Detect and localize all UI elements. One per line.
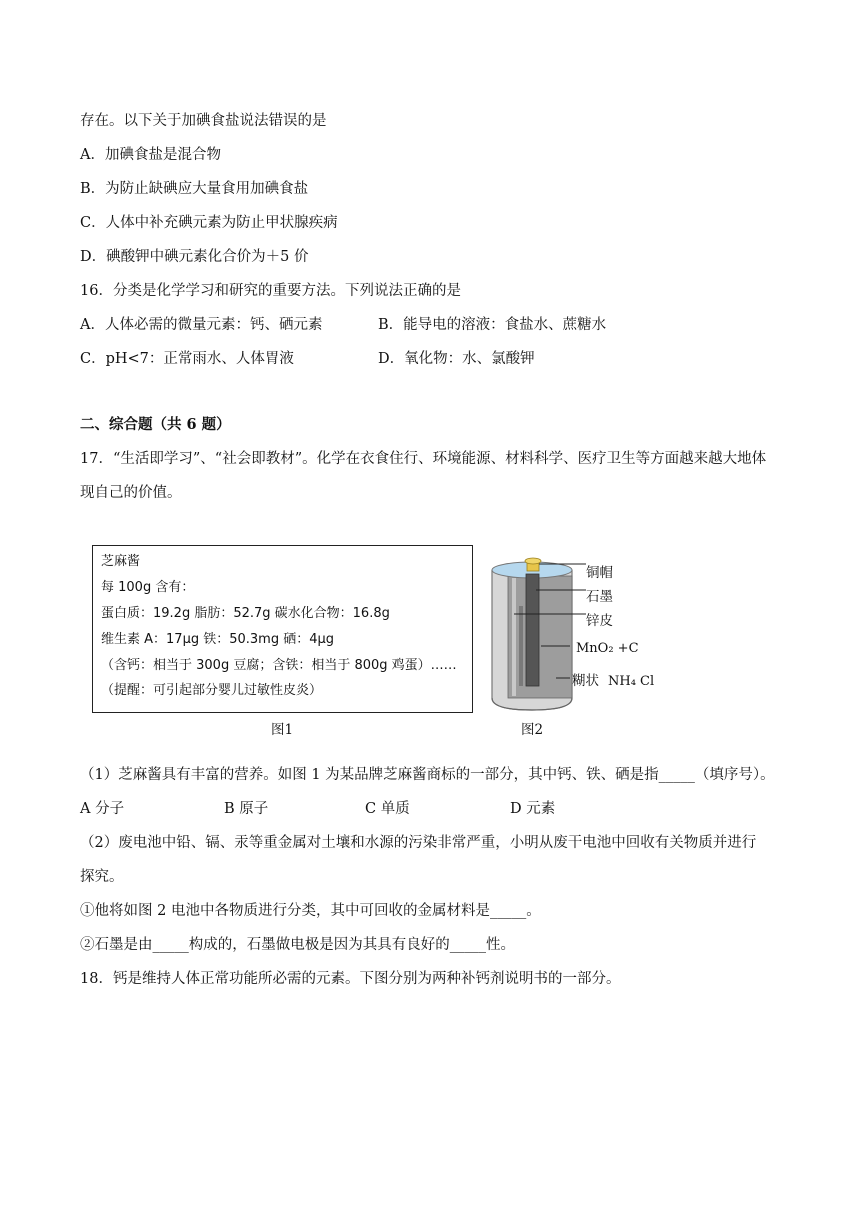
graphite-rod (526, 574, 539, 686)
label-line-2: 蛋白质：19.2g 脂肪：52.7g 碳水化合物：16.8g (101, 606, 390, 621)
q15-option-a: A．加碘食盐是混合物 (80, 147, 221, 163)
label-zinc: 锌皮 (586, 613, 613, 629)
label-nh4cl-prefix: 糊状 (572, 673, 599, 689)
label-title: 芝麻酱 (101, 554, 141, 569)
nutrition-label-box (92, 545, 473, 713)
section-title: 二、综合题（共 6 题） (80, 416, 231, 433)
battery-diagram (486, 548, 686, 718)
q15-option-d: D．碘酸钾中碘元素化合价为＋5 价 (80, 249, 309, 265)
label-graphite: 石墨 (586, 589, 613, 605)
q17-part2-line2: 探究。 (80, 869, 124, 885)
label-mno2: MnO₂ +C (576, 641, 639, 656)
q17-part1-option-c: C 单质 (365, 801, 410, 817)
q16-option-d: D．氧化物：水、氯酸钾 (378, 351, 535, 367)
q16-stem: 16．分类是化学学习和研究的重要方法。下列说法正确的是 (80, 283, 461, 299)
q16-option-a: A．人体必需的微量元素：钙、硒元素 (80, 317, 323, 333)
q18-stem: 18．钙是维持人体正常功能所必需的元素。下图分别为两种补钙剂说明书的一部分。 (80, 971, 621, 987)
q16-option-c: C．pH<7：正常雨水、人体胃液 (80, 351, 294, 367)
label-nh4cl: NH₄ Cl (608, 674, 655, 689)
fig1-caption: 图1 (271, 722, 294, 738)
q17-part2-line1: （2）废电池中铅、镉、汞等重金属对土壤和水源的污染非常严重，小明从废干电池中回收有关物质并进行 (80, 835, 757, 851)
q15-option-c: C．人体中补充碘元素为防止甲状腺疾病 (80, 215, 338, 231)
q17-part1-option-d: D 元素 (510, 801, 556, 817)
q17-part1-option-b: B 原子 (224, 801, 269, 817)
q17-part1-option-a: A 分子 (80, 801, 125, 817)
q17-part2-a: ①他将如图 2 电池中各物质进行分类，其中可回收的金属材料是_____。 (80, 903, 541, 919)
battery-interior (508, 576, 572, 698)
label-cap: 铜帽 (586, 565, 613, 581)
q15-end: 存在。以下关于加碘食盐说法错误的是 (80, 113, 327, 129)
q15-option-b: B．为防止缺碘应大量食用加碘食盐 (80, 181, 309, 197)
q16-option-b: B．能导电的溶液：食盐水、蔗糖水 (378, 317, 607, 333)
label-line-4: （含钙：相当于 300g 豆腐；含铁：相当于 800g 鸡蛋）…… (101, 658, 457, 673)
label-line-3: 维生素 A：17μg 铁：50.3mg 硒：4μg (101, 632, 335, 647)
label-line-1: 每 100g 含有： (101, 580, 195, 595)
q17-part2-b: ②石墨是由_____构成的，石墨做电极是因为其具有良好的_____性。 (80, 937, 515, 953)
q17-part1: （1）芝麻酱具有丰富的营养。如图 1 为某品牌芝麻酱商标的一部分，其中钙、铁、硒是指_____（填序号）。 (80, 767, 775, 783)
zinc-layer (512, 578, 516, 696)
fig2-caption: 图2 (521, 722, 544, 738)
label-line-5: （提醒：可引起部分婴儿过敏性皮炎） (101, 683, 323, 698)
q17-stem-line1: 17．“生活即学习”、“社会即教材”。化学在衣食住行、环境能源、材料科学、医疗卫生等方面越来越大地体 (80, 451, 767, 467)
q17-stem-line2: 现自己的价值。 (80, 485, 182, 501)
